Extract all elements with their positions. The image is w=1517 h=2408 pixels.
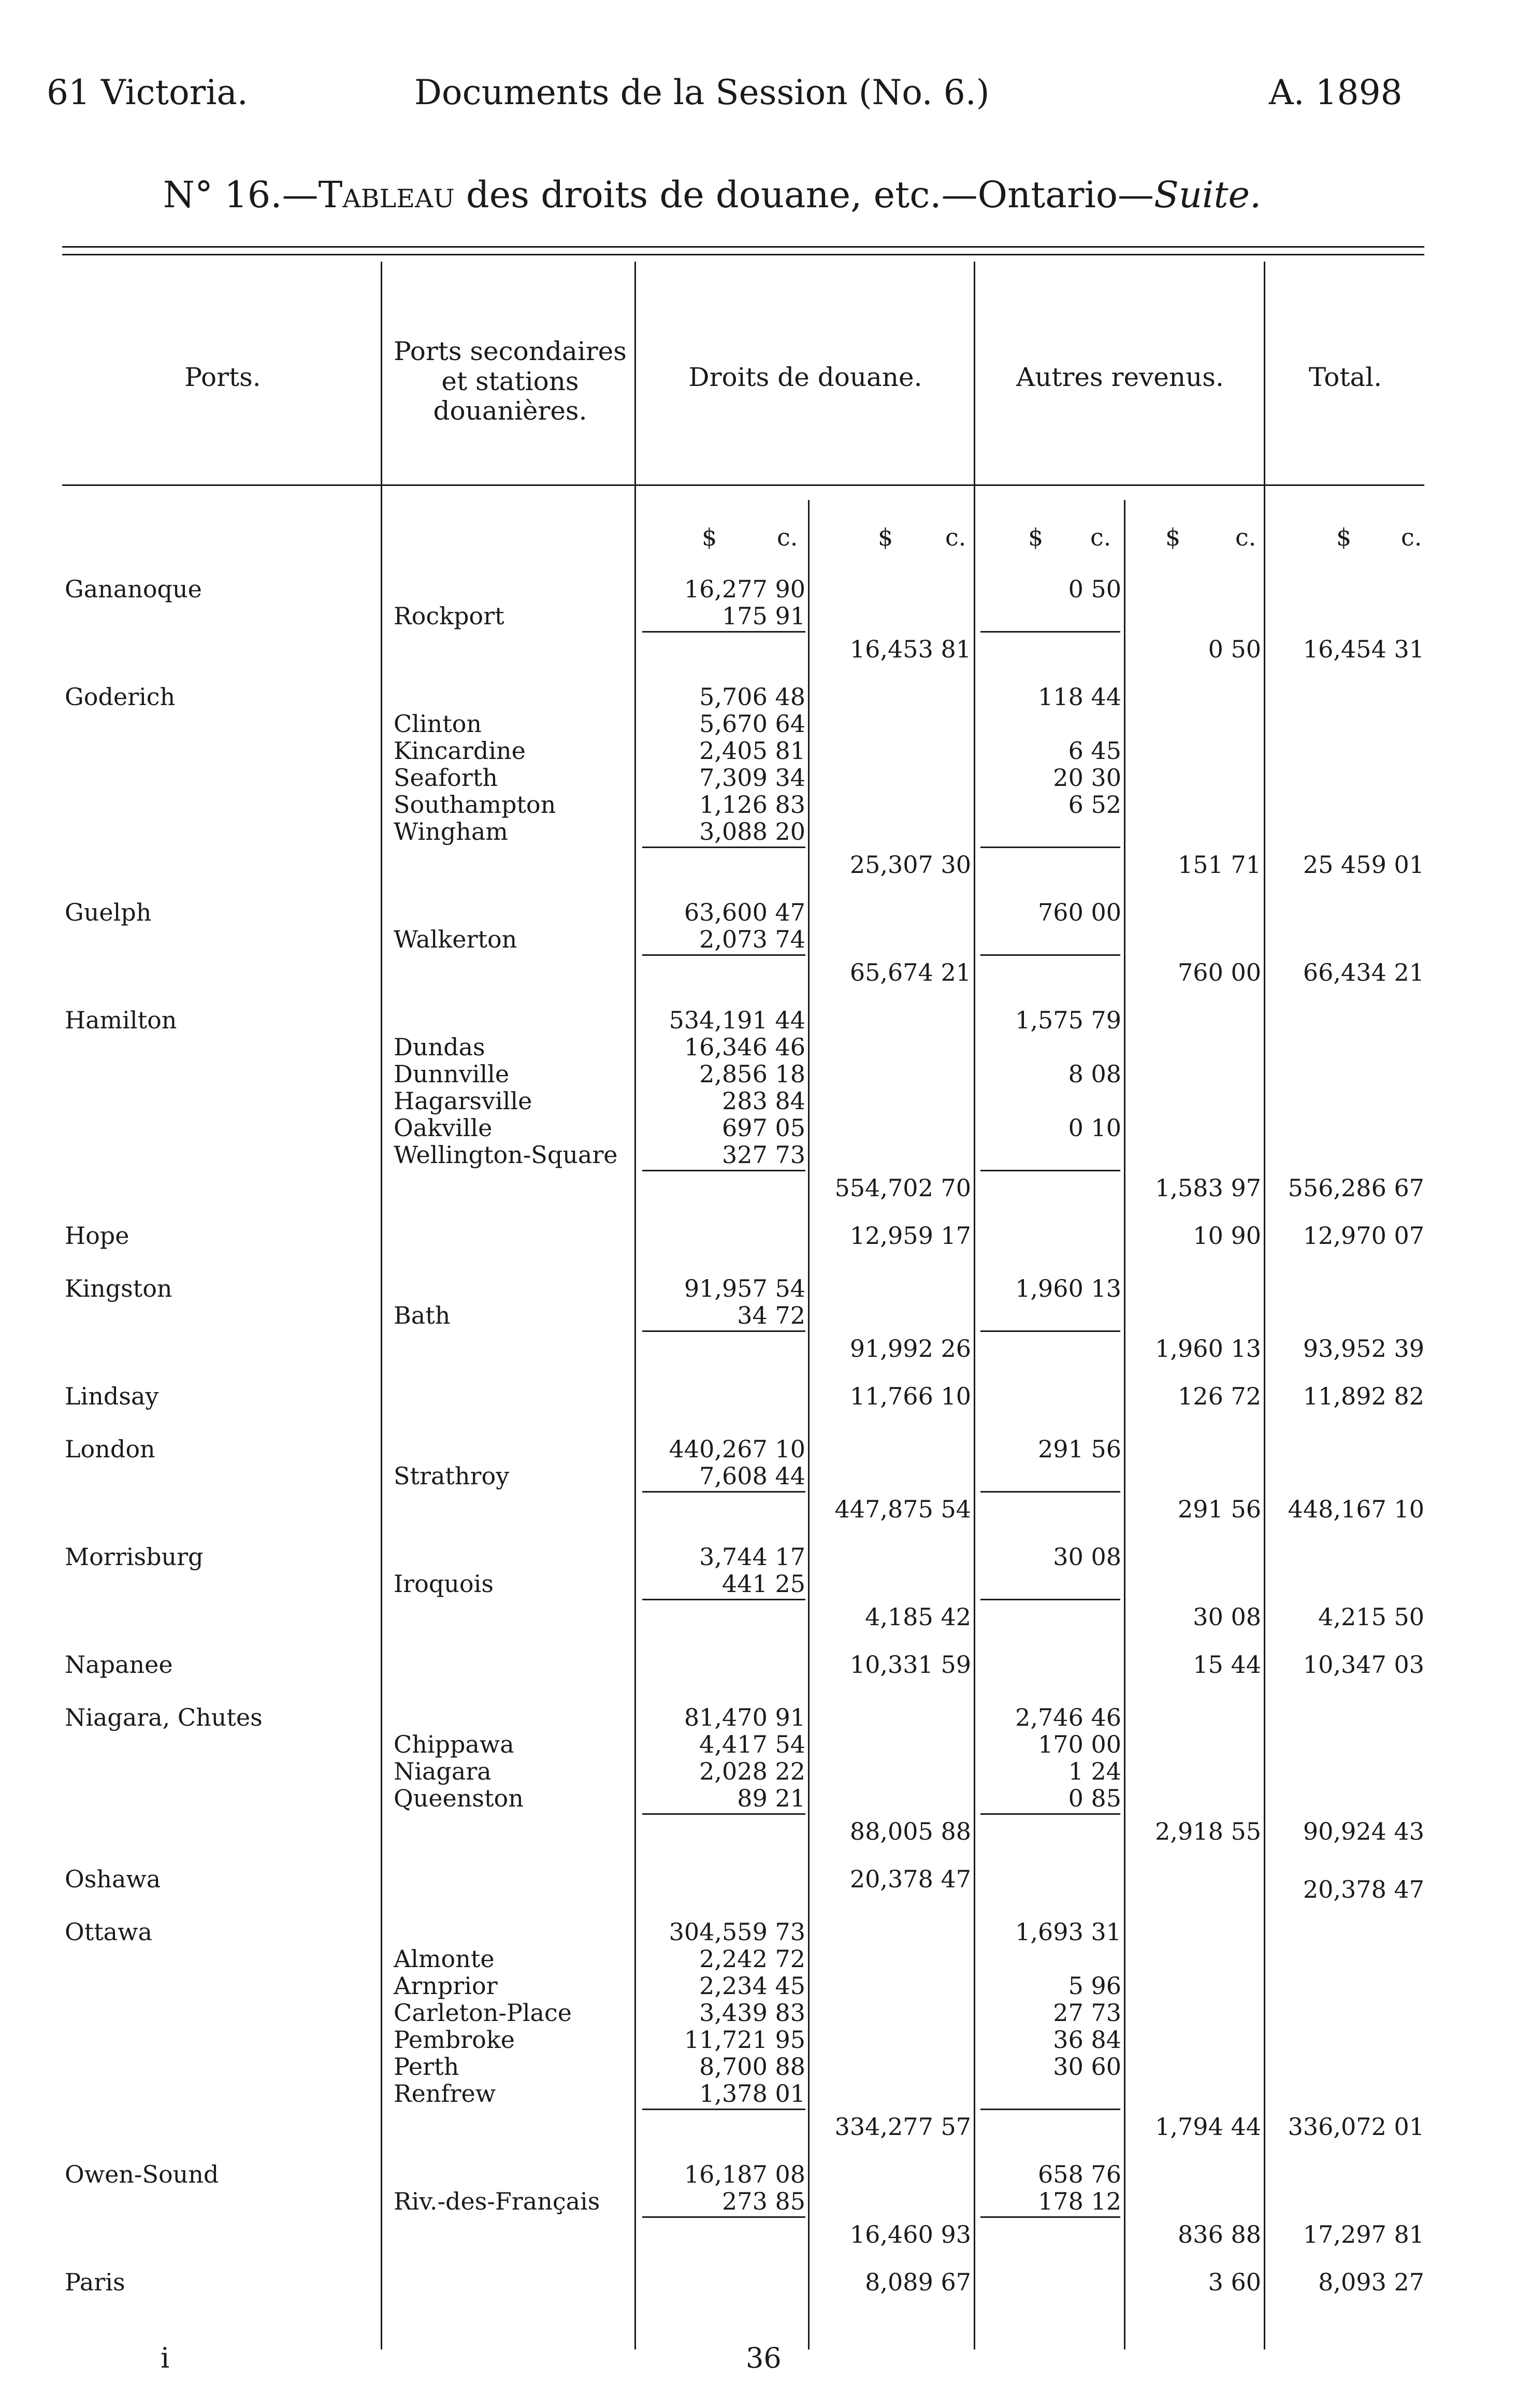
unit-dollar-2: $ [878, 523, 893, 551]
sub-station-name: Niagara [394, 1757, 492, 1785]
title-suite: Suite. [1154, 174, 1262, 216]
port-name: Paris [65, 2268, 125, 2296]
other-value: 170 00 [1038, 1730, 1121, 1758]
customs-subtotal: 25,307 30 [849, 851, 971, 879]
customs-subtotal: 88,005 88 [849, 1817, 971, 1845]
customs-value: 2,028 22 [699, 1757, 805, 1785]
subtotal-rule-customs [642, 1170, 805, 1171]
other-value: 291 56 [1038, 1435, 1121, 1463]
title-sc-word: Tableau [318, 174, 455, 216]
other-value: 20 30 [1053, 764, 1121, 792]
row-total: 66,434 21 [1303, 958, 1424, 986]
sub-station-name: Pembroke [394, 2026, 515, 2054]
sub-station-name: Perth [394, 2053, 459, 2081]
subtotal-rule-customs [642, 1599, 805, 1600]
customs-value: 5,670 64 [699, 710, 805, 738]
other-value: 30 08 [1053, 1543, 1121, 1571]
port-name: Oshawa [65, 1865, 161, 1893]
port-name: Goderich [65, 683, 176, 711]
sub-station-name: Dunnville [394, 1060, 510, 1088]
other-subtotal: 1,794 44 [1155, 2113, 1261, 2141]
other-subtotal: 760 00 [1178, 958, 1261, 986]
customs-value: 7,608 44 [699, 1462, 805, 1490]
subtotal-rule-other [980, 1599, 1120, 1600]
other-value: 6 52 [1068, 791, 1121, 819]
vline-other-sub [1124, 500, 1125, 2349]
other-subtotal: 15 44 [1193, 1651, 1261, 1679]
customs-value: 3,088 20 [699, 818, 805, 845]
unit-dollar-4: $ [1165, 523, 1181, 551]
customs-value: 273 85 [722, 2187, 805, 2215]
header-center: Documents de la Session (No. 6.) [414, 73, 990, 112]
customs-subtotal: 10,331 59 [849, 1651, 971, 1679]
other-subtotal: 126 72 [1178, 1382, 1261, 1410]
other-value: 30 60 [1053, 2053, 1121, 2081]
customs-value: 1,378 01 [699, 2080, 805, 2108]
sub-station-name: Carleton-Place [394, 1999, 572, 2027]
subtotal-rule-customs [642, 847, 805, 848]
other-value: 27 73 [1053, 1999, 1121, 2027]
customs-subtotal: 91,992 26 [849, 1335, 971, 1363]
customs-value: 16,187 08 [684, 2160, 805, 2188]
port-name: Niagara, Chutes [65, 1703, 263, 1731]
other-subtotal: 3 60 [1208, 2268, 1261, 2296]
header-rule [62, 484, 1424, 486]
subtotal-rule-other [980, 847, 1120, 848]
subtotal-rule-customs [642, 2216, 805, 2218]
sub-station-name: Southampton [394, 791, 556, 819]
customs-value: 440,267 10 [669, 1435, 805, 1463]
row-total: 4,215 50 [1318, 1603, 1424, 1631]
unit-dollar-3: $ [1028, 523, 1044, 551]
subtotal-rule-customs [642, 1813, 805, 1815]
customs-value: 89 21 [737, 1784, 805, 1812]
sub-station-name: Hagarsville [394, 1087, 532, 1115]
port-name: Morrisburg [65, 1543, 204, 1571]
port-name: Lindsay [65, 1382, 159, 1410]
other-subtotal: 151 71 [1178, 851, 1261, 879]
other-value: 8 08 [1068, 1060, 1121, 1088]
subtotal-rule-other [980, 1491, 1120, 1493]
sub-station-name: Dundas [394, 1033, 485, 1061]
subtotal-rule-customs [642, 954, 805, 956]
port-name: Kingston [65, 1274, 172, 1302]
sub-station-name: Arnprior [394, 1972, 498, 2000]
vline-secondary [634, 262, 636, 2349]
other-subtotal: 30 08 [1193, 1603, 1261, 1631]
row-total: 12,970 07 [1303, 1222, 1424, 1250]
row-total: 25 459 01 [1303, 851, 1424, 879]
col-other: Autres revenus. [1016, 362, 1224, 392]
port-name: Hamilton [65, 1006, 177, 1034]
subtotal-rule-customs [642, 1491, 805, 1493]
subtotal-rule-other [980, 631, 1120, 633]
customs-subtotal: 16,453 81 [849, 635, 971, 663]
footer-left: i [161, 2342, 170, 2374]
row-total: 90,924 43 [1303, 1817, 1424, 1845]
customs-value: 2,073 74 [699, 925, 805, 953]
customs-value: 16,277 90 [684, 575, 805, 603]
other-value: 118 44 [1038, 683, 1121, 711]
other-value: 6 45 [1068, 737, 1121, 765]
sub-station-name: Rockport [394, 602, 504, 630]
customs-value: 16,346 46 [684, 1033, 805, 1061]
row-total: 20,378 47 [1303, 1875, 1424, 1903]
other-subtotal: 836 88 [1178, 2220, 1261, 2248]
port-name: Owen-Sound [65, 2160, 219, 2188]
port-name: Gananoque [65, 575, 202, 603]
customs-value: 283 84 [722, 1087, 805, 1115]
col-customs: Droits de douane. [688, 362, 922, 392]
other-value: 2,746 46 [1015, 1703, 1121, 1731]
subtotal-rule-other [980, 954, 1120, 956]
header-left: 61 Victoria. [47, 73, 248, 112]
customs-value: 534,191 44 [669, 1006, 805, 1034]
customs-value: 697 05 [722, 1114, 805, 1142]
other-value: 0 10 [1068, 1114, 1121, 1142]
unit-cent-2: c. [945, 523, 966, 551]
col-total: Total. [1308, 362, 1382, 392]
customs-value: 3,744 17 [699, 1543, 805, 1571]
sub-station-name: Kincardine [394, 737, 526, 765]
customs-value: 1,126 83 [699, 791, 805, 819]
other-value: 36 84 [1053, 2026, 1121, 2054]
sub-station-name: Renfrew [394, 2080, 496, 2108]
customs-subtotal: 11,766 10 [849, 1382, 971, 1410]
customs-value: 2,856 18 [699, 1060, 805, 1088]
sub-station-name: Almonte [394, 1945, 495, 1973]
unit-cent-3: c. [1090, 523, 1111, 551]
other-value: 1,575 79 [1015, 1006, 1121, 1034]
sub-station-name: Queenston [394, 1784, 524, 1812]
port-name: London [65, 1435, 155, 1463]
customs-subtotal: 20,378 47 [849, 1865, 971, 1893]
sub-station-name: Riv.-des-Français [394, 2187, 600, 2215]
row-total: 556,286 67 [1288, 1174, 1424, 1202]
unit-cent-1: c. [777, 523, 798, 551]
vline-other [1264, 262, 1265, 2349]
sub-station-name: Bath [394, 1301, 451, 1329]
customs-value: 11,721 95 [684, 2026, 805, 2054]
unit-cent-4: c. [1235, 523, 1256, 551]
port-name: Guelph [65, 898, 152, 926]
other-value: 1,693 31 [1015, 1918, 1121, 1946]
col-secondary: Ports secondaires et stations douanières. [394, 336, 627, 426]
col-ports: Ports. [184, 362, 261, 392]
port-name: Napanee [65, 1651, 173, 1679]
title-number: N° 16.— [163, 174, 319, 216]
other-value: 658 76 [1038, 2160, 1121, 2188]
row-total: 10,347 03 [1303, 1651, 1424, 1679]
row-total: 16,454 31 [1303, 635, 1424, 663]
subtotal-rule-customs [642, 631, 805, 633]
row-total: 8,093 27 [1318, 2268, 1424, 2296]
sub-station-name: Seaforth [394, 764, 498, 792]
sub-station-name: Iroquois [394, 1570, 494, 1598]
other-value: 0 85 [1068, 1784, 1121, 1812]
customs-value: 2,405 81 [699, 737, 805, 765]
subtotal-rule-other [980, 1170, 1120, 1171]
customs-value: 34 72 [737, 1301, 805, 1329]
other-subtotal: 1,960 13 [1155, 1335, 1261, 1363]
customs-subtotal: 334,277 57 [834, 2113, 971, 2141]
other-value: 760 00 [1038, 898, 1121, 926]
customs-value: 91,957 54 [684, 1274, 805, 1302]
title-rest: des droits de douane, etc.—Ontario— [454, 174, 1154, 216]
customs-value: 5,706 48 [699, 683, 805, 711]
customs-value: 304,559 73 [669, 1918, 805, 1946]
sub-station-name: Clinton [394, 710, 482, 738]
customs-value: 2,234 45 [699, 1972, 805, 2000]
subtotal-rule-other [980, 1330, 1120, 1332]
row-total: 93,952 39 [1303, 1335, 1424, 1363]
vline-customs [974, 262, 975, 2349]
customs-value: 7,309 34 [699, 764, 805, 792]
row-total: 17,297 81 [1303, 2220, 1424, 2248]
sub-station-name: Walkerton [394, 925, 517, 953]
customs-value: 3,439 83 [699, 1999, 805, 2027]
subtotal-rule-customs [642, 1330, 805, 1332]
sub-station-name: Chippawa [394, 1730, 514, 1758]
subtotal-rule-other [980, 2109, 1120, 2110]
other-subtotal: 0 50 [1208, 635, 1261, 663]
customs-value: 2,242 72 [699, 1945, 805, 1973]
subtotal-rule-other [980, 1813, 1120, 1815]
vline-ports [381, 262, 382, 2349]
page-number: 36 [746, 2342, 782, 2374]
other-subtotal: 291 56 [1178, 1495, 1261, 1523]
header-right: A. 1898 [1269, 73, 1403, 112]
customs-value: 175 91 [722, 602, 805, 630]
customs-value: 8,700 88 [699, 2053, 805, 2081]
subtotal-rule-customs [642, 2109, 805, 2110]
sub-station-name: Oakville [394, 1114, 493, 1142]
unit-dollar-1: $ [702, 523, 717, 551]
row-total: 448,167 10 [1288, 1495, 1424, 1523]
customs-subtotal: 65,674 21 [849, 958, 971, 986]
page-title [0, 174, 1424, 216]
other-value: 178 12 [1038, 2187, 1121, 2215]
other-value: 1,960 13 [1015, 1274, 1121, 1302]
top-rule-2 [62, 254, 1424, 255]
customs-subtotal: 16,460 93 [849, 2220, 971, 2248]
other-subtotal: 10 90 [1193, 1222, 1261, 1250]
customs-value: 81,470 91 [684, 1703, 805, 1731]
other-value: 0 50 [1068, 575, 1121, 603]
customs-subtotal: 12,959 17 [849, 1222, 971, 1250]
customs-value: 4,417 54 [699, 1730, 805, 1758]
sub-station-name: Wellington-Square [394, 1141, 618, 1169]
customs-subtotal: 554,702 70 [834, 1174, 971, 1202]
sub-station-name: Wingham [394, 818, 508, 845]
customs-value: 327 73 [722, 1141, 805, 1169]
customs-subtotal: 4,185 42 [865, 1603, 971, 1631]
other-subtotal: 1,583 97 [1155, 1174, 1261, 1202]
top-rule [62, 246, 1424, 248]
row-total: 11,892 82 [1303, 1382, 1424, 1410]
other-value: 5 96 [1068, 1972, 1121, 2000]
unit-dollar-5: $ [1336, 523, 1352, 551]
customs-subtotal: 8,089 67 [865, 2268, 971, 2296]
vline-customs-sub [808, 500, 810, 2349]
customs-value: 441 25 [722, 1570, 805, 1598]
other-value: 1 24 [1068, 1757, 1121, 1785]
other-subtotal: 2,918 55 [1155, 1817, 1261, 1845]
port-name: Ottawa [65, 1918, 152, 1946]
port-name: Hope [65, 1222, 129, 1250]
subtotal-rule-other [980, 2216, 1120, 2218]
unit-cent-5: c. [1401, 523, 1422, 551]
sub-station-name: Strathroy [394, 1462, 510, 1490]
customs-subtotal: 447,875 54 [834, 1495, 971, 1523]
row-total: 336,072 01 [1288, 2113, 1424, 2141]
customs-value: 63,600 47 [684, 898, 805, 926]
